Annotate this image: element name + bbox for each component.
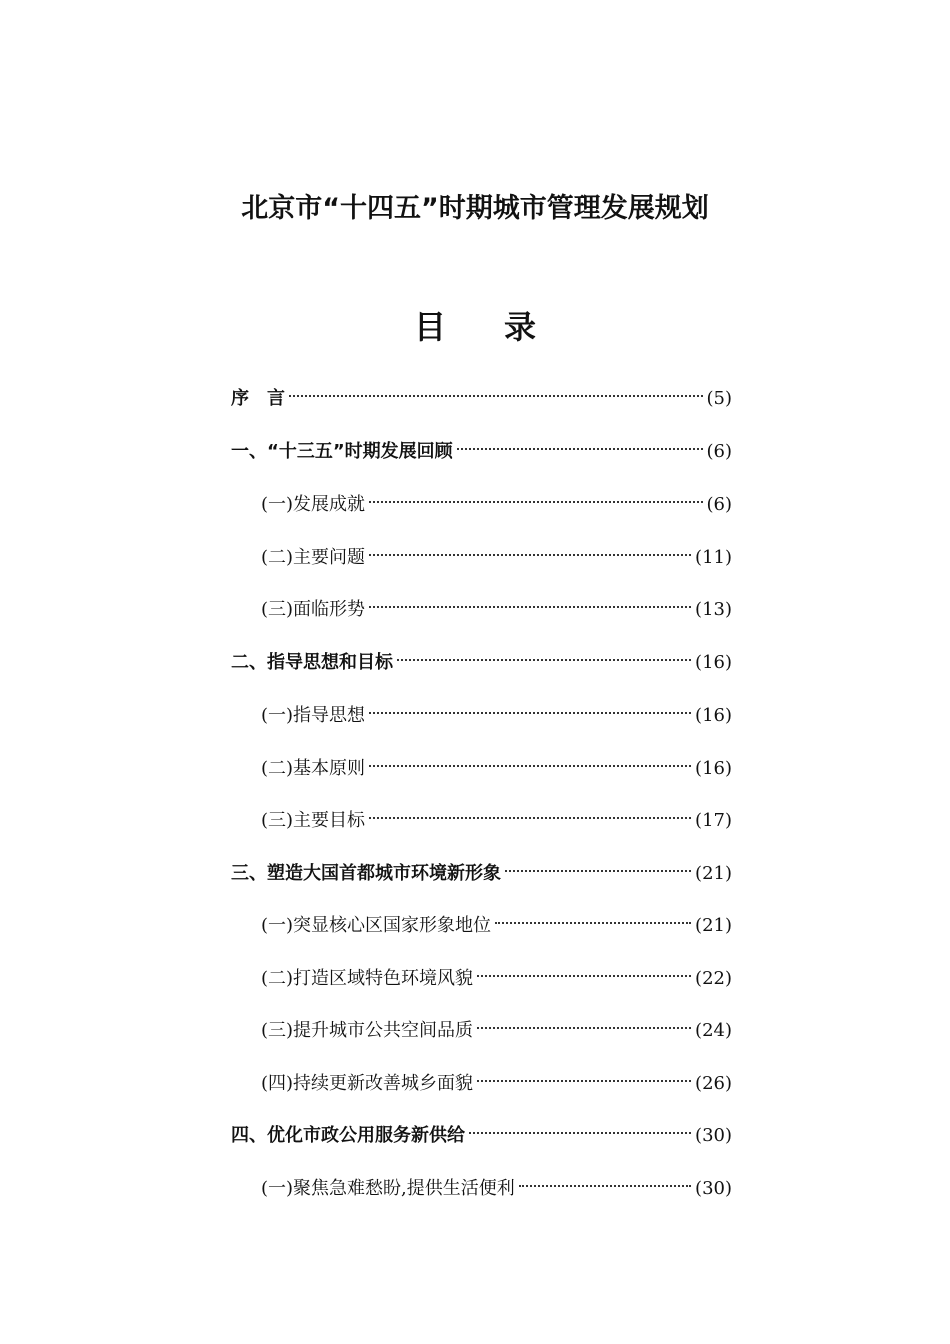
toc-entry-page: (30) — [695, 1178, 732, 1199]
toc-entry-page: (6) — [706, 494, 732, 515]
toc-entry-label: (三)面临形势 — [261, 599, 366, 620]
toc-entry[interactable] — [261, 964, 732, 994]
toc-entry-page: (13) — [695, 599, 732, 620]
toc-leader-dots — [369, 817, 691, 819]
toc-entry-page: (26) — [695, 1073, 732, 1094]
toc-entry[interactable] — [261, 1016, 732, 1046]
toc-entry[interactable] — [261, 490, 732, 520]
toc-leader-dots — [477, 1080, 691, 1082]
toc-leader-dots — [457, 448, 703, 450]
toc-entry-page: (17) — [695, 810, 732, 831]
toc-leader-dots — [369, 501, 702, 503]
toc-entry[interactable] — [261, 543, 732, 573]
toc-entry-page: (22) — [695, 968, 732, 989]
toc-entry-label: (一)指导思想 — [261, 705, 366, 726]
toc-entry-page: (24) — [695, 1020, 732, 1041]
toc-entry-label: 四、优化市政公用服务新供给 — [231, 1125, 465, 1146]
toc-leader-dots — [505, 870, 691, 872]
toc-entry[interactable] — [261, 701, 732, 731]
toc-entry[interactable] — [231, 859, 732, 889]
toc-leader-dots — [397, 659, 691, 661]
toc-entry[interactable] — [231, 1121, 732, 1151]
toc-entry[interactable] — [261, 911, 732, 941]
toc-entry-page: (5) — [706, 388, 732, 409]
toc-entry-page: (16) — [695, 652, 732, 673]
toc-entry-page: (30) — [695, 1125, 732, 1146]
toc-entry-label: 一、“十三五”时期发展回顾 — [231, 441, 453, 462]
toc-leader-dots — [477, 1027, 691, 1029]
toc-entry-label: 序 言 — [231, 388, 285, 409]
toc-leader-dots — [469, 1132, 691, 1134]
toc-entry-label: (三)主要目标 — [261, 810, 366, 831]
toc-entry[interactable] — [261, 595, 732, 625]
toc-entry[interactable] — [261, 1069, 732, 1099]
toc-entry-page: (16) — [695, 758, 732, 779]
toc-leader-dots — [495, 922, 691, 924]
toc-leader-dots — [369, 554, 691, 556]
toc-heading-char-2: 录 — [504, 308, 537, 346]
toc-entry-label: (二)基本原则 — [261, 758, 366, 779]
toc-leader-dots — [369, 606, 691, 608]
toc-leader-dots — [477, 975, 691, 977]
toc-leader-dots — [519, 1185, 691, 1187]
toc-entry-page: (21) — [695, 863, 732, 884]
toc-entry-label: 二、指导思想和目标 — [231, 652, 393, 673]
toc-entry[interactable] — [231, 437, 732, 467]
toc-entry-label: (三)提升城市公共空间品质 — [261, 1020, 474, 1041]
document-title: 北京市“十四五”时期城市管理发展规划 — [241, 193, 709, 224]
toc-entry-label: (一)突显核心区国家形象地位 — [261, 915, 492, 936]
toc-leader-dots — [369, 765, 691, 767]
toc-entry-label: (四)持续更新改善城乡面貌 — [261, 1073, 474, 1094]
toc-entry[interactable] — [231, 384, 732, 414]
toc-entry-label: (二)打造区域特色环境风貌 — [261, 968, 474, 989]
toc-entry-label: (一)聚焦急难愁盼,提供生活便利 — [261, 1178, 515, 1199]
toc-leader-dots — [289, 395, 703, 397]
toc-entry[interactable] — [261, 806, 732, 836]
toc-entry-page: (6) — [706, 441, 732, 462]
toc-entry-label: (一)发展成就 — [261, 494, 366, 515]
toc-leader-dots — [369, 712, 691, 714]
toc-heading — [0, 302, 950, 348]
toc-heading-char-1: 目 — [413, 308, 446, 346]
toc-entry-page: (21) — [695, 915, 732, 936]
toc-entry[interactable] — [231, 648, 732, 678]
toc-entry-page: (16) — [695, 705, 732, 726]
toc-entry[interactable] — [261, 1174, 732, 1204]
toc-entry[interactable] — [261, 754, 732, 784]
toc-entry-page: (11) — [695, 547, 732, 568]
toc-entry-label: 三、塑造大国首都城市环境新形象 — [231, 863, 501, 884]
toc-entry-label: (二)主要问题 — [261, 547, 366, 568]
